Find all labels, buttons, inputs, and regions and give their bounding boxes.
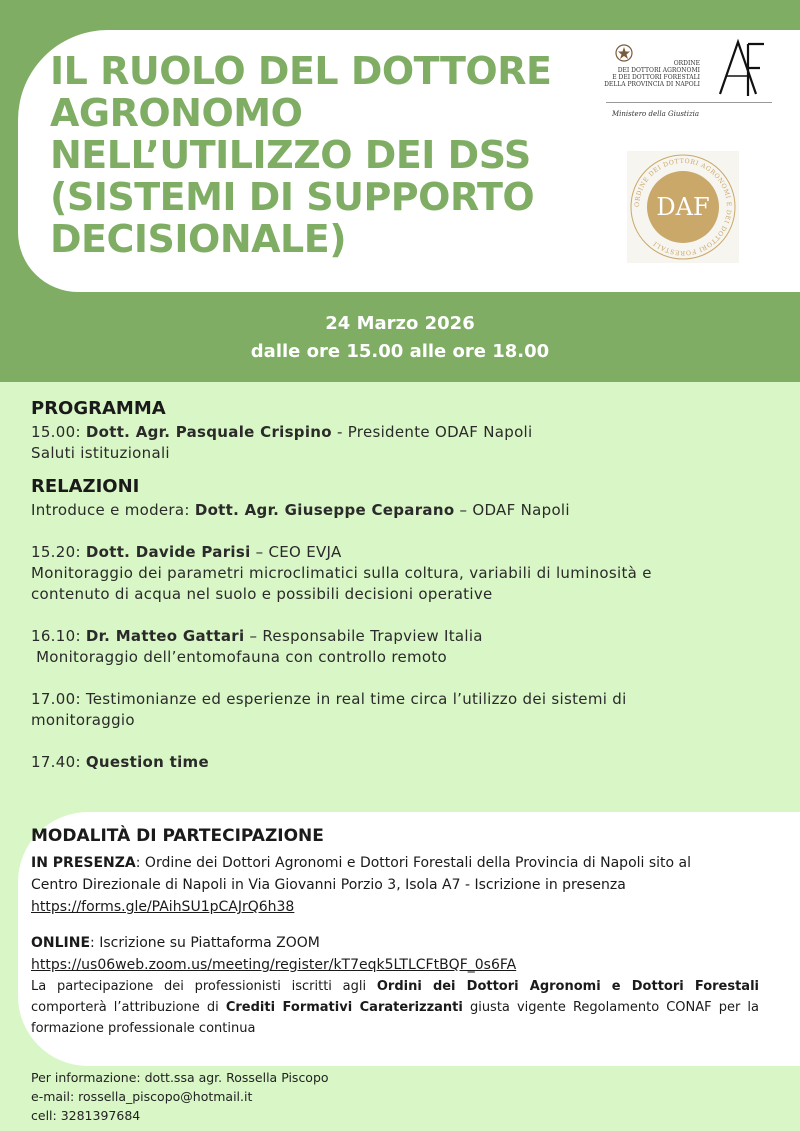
title-line: (SISTEMI DI SUPPORTO <box>50 175 535 219</box>
relazioni-heading: RELAZIONI <box>31 476 140 497</box>
talk-description: Monitoraggio dell’entomofauna con controllo remoto <box>31 648 448 666</box>
speaker-role: – Responsabile Trapview Italia <box>244 627 483 645</box>
session-name: Question time <box>85 753 209 771</box>
event-title <box>50 50 570 260</box>
online-text: : Iscrizione su Piattaforma ZOOM <box>90 935 320 951</box>
in-person-registration-link[interactable]: https://forms.gle/PAihSU1pCAJrQ6h38 <box>31 899 295 915</box>
talk-description: monitoraggio <box>31 711 135 729</box>
contact-email[interactable]: e-mail: rossella_piscopo@hotmail.it <box>31 1089 253 1104</box>
time: 15.20: <box>31 543 86 561</box>
talk-heading <box>31 626 771 647</box>
title-line: IL RUOLO DEL DOTTORE <box>50 49 552 93</box>
zoom-registration-link[interactable]: https://us06web.zoom.us/meeting/register/kT7eqk5LTLCFtBQF_0s6FA <box>31 957 517 973</box>
participation-heading: MODALITÀ DI PARTECIPAZIONE <box>31 826 324 846</box>
moderator-line <box>31 500 771 521</box>
moderator-org: – ODAF Napoli <box>454 501 570 519</box>
credits-text: La partecipazione dei professionisti iscritti agli <box>31 979 377 994</box>
moderator-name: Dott. Agr. Giuseppe Ceparano <box>194 501 455 519</box>
credits-note <box>31 976 759 1039</box>
credits-type: Crediti Formativi Caraterizzanti <box>225 1000 463 1015</box>
daf-logo <box>627 151 739 263</box>
org-line: DELLA PROVINCIA DI NAPOLI <box>604 81 700 88</box>
speaker-name: Dott. Agr. Pasquale Crispino <box>85 423 332 441</box>
in-person-label: IN PRESENZA <box>31 855 136 871</box>
event-date: 24 Marzo 2026 <box>325 313 475 334</box>
speaker-name: Dott. Davide Parisi <box>85 543 251 561</box>
moderator-prefix: Introduce e modera: <box>31 501 195 519</box>
event-date-time <box>0 310 800 366</box>
title-line: NELL’UTILIZZO DEI DSS <box>50 133 531 177</box>
credits-orders: Ordini dei Dottori Agronomi e Dottori Forestali <box>376 979 759 994</box>
programma-note: Saluti istituzionali <box>31 444 170 462</box>
time: 15.00: <box>31 423 86 441</box>
org-line: ORDINE <box>673 60 700 67</box>
contact-cell[interactable]: cell: 3281397684 <box>31 1108 141 1123</box>
program-section <box>31 396 771 773</box>
talk-description: contenuto di acqua nel suolo e possibili decisioni operative <box>31 585 493 603</box>
speaker-name: Dr. Matteo Gattari <box>85 627 245 645</box>
in-person-text: : Ordine dei Dottori Agronomi e Dottori Forestali della Provincia di Napoli sito al <box>135 855 692 871</box>
online-label: ONLINE <box>31 935 91 951</box>
org-line: E DEI DOTTORI FORESTALI <box>612 74 700 81</box>
title-line: DECISIONALE) <box>50 217 347 261</box>
odaf-napoli-logo <box>598 38 776 122</box>
programma-line <box>31 422 771 443</box>
credits-text: comporterà l’attribuzione di <box>31 1000 226 1015</box>
af-monogram-icon <box>716 38 766 98</box>
logo-divider <box>606 102 772 103</box>
contact-info: Per informazione: dott.ssa agr. Rossella Piscopo <box>31 1070 329 1085</box>
speaker-role: - Presidente ODAF Napoli <box>331 423 533 441</box>
odaf-org-name <box>600 60 700 88</box>
online-info <box>31 932 759 954</box>
in-person-info-2: Centro Direzionale di Napoli in Via Giovanni Porzio 3, Isola A7 - Iscrizione in presenza <box>31 877 626 893</box>
event-time: dalle ore 15.00 alle ore 18.00 <box>250 341 550 362</box>
time: 17.40: <box>31 753 86 771</box>
daf-ring-text: ORDINE DEI DOTTORI AGRONOMI E DEI DOTTORI FORESTALI <box>633 157 733 257</box>
ministry-label: Ministero della Giustizia <box>612 110 700 118</box>
daf-seal-icon <box>627 151 739 263</box>
programma-heading: PROGRAMMA <box>31 398 166 419</box>
org-line: DEI DOTTORI AGRONOMI <box>617 67 700 74</box>
speaker-role: – CEO EVJA <box>250 543 342 561</box>
talk-heading <box>31 752 771 773</box>
talk-description: 17.00: Testimonianze ed esperienze in real time circa l’utilizzo dei sistemi di <box>31 690 627 708</box>
talk-description: Monitoraggio dei parametri microclimatici sulla coltura, variabili di luminosità e <box>31 564 652 582</box>
in-person-info <box>31 852 759 874</box>
daf-text: DAF <box>656 193 710 221</box>
contact-footer <box>31 1068 329 1125</box>
time: 16.10: <box>31 627 86 645</box>
credits-text: giusta vigente Regolamento CONAF per la formazione professionale continua <box>31 1000 759 1036</box>
participation-section <box>31 824 759 1039</box>
talk-heading <box>31 542 771 563</box>
title-line: AGRONOMO <box>50 91 303 135</box>
